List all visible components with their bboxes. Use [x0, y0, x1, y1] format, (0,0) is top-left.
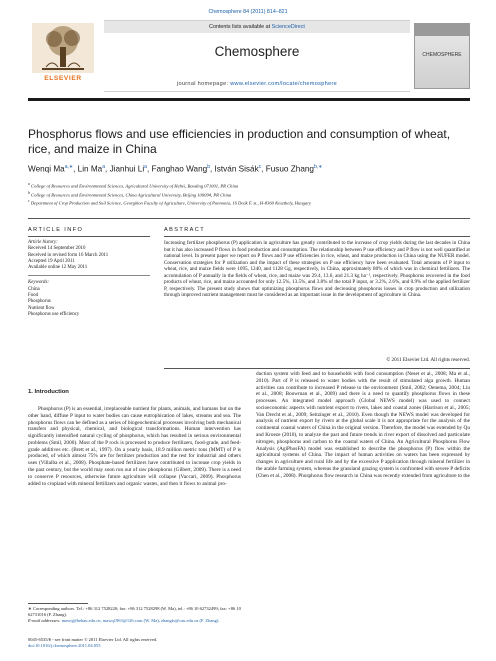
contents-prefix: Contents lists available at	[209, 24, 272, 30]
affiliation-mark: c	[28, 199, 30, 204]
divider-top	[28, 218, 470, 219]
issn-line: 0045-6535/$ - see front matter © 2011 Elsevier Ltd. All rights reserved.	[28, 637, 158, 642]
keyword-item: Nutrient flow	[28, 305, 55, 311]
keywords-list	[28, 287, 150, 318]
homepage-prefix: journal homepage:	[176, 81, 231, 87]
keywords-label: Keywords:	[28, 280, 50, 286]
keyword-item: Food	[28, 293, 39, 299]
keyword-item: Phosphorus use efficiency	[28, 311, 80, 317]
email-addresses[interactable]: mawq@hebau.edu.cn, mawq1963@126.com (W. Ma), zhangfs@cau.edu.cn (F. Zhang).	[61, 618, 220, 623]
author-affiliation-mark[interactable]: b,∗	[313, 164, 323, 170]
author-name: Wenqi Ma	[28, 164, 65, 174]
article-title: Phosphorus flows and use efficiencies in production and consumption of wheat, rice, and maize in China	[28, 127, 451, 156]
history-item: Received 14 September 2010	[28, 246, 86, 252]
affiliation-text: College of Resources and Environmental Sciences, China Agricultural University, Beijing 100094, PR China	[29, 192, 232, 198]
divider-abstract	[164, 236, 470, 237]
footnote-rule	[28, 603, 88, 604]
history-list	[28, 246, 150, 271]
body-right-column: duction system with feed and to households with food consumption (Neset et al., 2008; Ma et al., 2010). Part of P is released to water bodies with the result of stimulated alga growth. Human activities can contribute to increased P release to the environment (Smil, 2002; Oenema, 2004; Liu et al., 2008; Bouwman et al., 2009) and there is a need to quantify phosphorus flows in these processes. An integrated model approach (Global NEWS model) was used to connect socioeconomic aspects with nutrient export to rivers, lakes and coastal zones (Harrison et al., 2005; Van Drecht et al., 2009; Seitzinger et al., 2010). Even though the NEWS model was developed for analysis of nutrient export by rivers at the global scale it is not appropriate for the analysis of the continental coastal waters of China in the original version. Therefore, the model was extended by Qu and Kroeze (2010), to analyze the past and future trends in river export of dissolved and particulate nitrogen, phosphorus and carbon to the coastal waters of China. An Agricultural Phosphorus Flow Analysis (AgiPhosFA) model was established to describe the phosphorus (P) flow within the agricultural systems of China. The impact of human activities on waters has been expressed by changes in agriculture and rural life and by the excessive P application through mineral fertilizer in the arable farming system, whereas the grassland grazing system is confronted with severe P deficits (Chen et al., 2008). Phosphorus flow research in China was recently extended from agriculture to the	[256, 371, 470, 479]
author-affiliation-mark[interactable]: c	[258, 164, 262, 170]
author-affiliation-mark[interactable]: a,∗	[64, 164, 74, 170]
journal-homepage	[104, 81, 410, 87]
email-label: E-mail addresses:	[28, 618, 62, 623]
affiliation-item	[28, 198, 468, 207]
journal-cover-thumbnail	[414, 23, 470, 89]
contents-bar	[104, 21, 410, 33]
copyright-notice: © 2011 Elsevier Ltd. All rights reserved.	[386, 357, 470, 363]
journal-header-center	[104, 20, 410, 92]
front-matter-lines	[28, 637, 328, 649]
author-name: Fusuo Zhang	[265, 164, 314, 174]
author-affiliation-mark[interactable]: b	[207, 164, 210, 170]
header-rule	[28, 98, 470, 101]
publisher-name: ELSEVIER	[44, 75, 82, 82]
cover-strip	[415, 24, 469, 36]
cover-title: CHEMOSPHERE	[422, 52, 462, 58]
history-item: Accepted 19 April 2011	[28, 258, 75, 264]
divider-abstract-bottom	[164, 368, 470, 369]
author-name: Jianhui Li	[109, 164, 145, 174]
elsevier-tree-icon	[32, 23, 94, 73]
author-name: István Sisák	[214, 164, 259, 174]
affiliation-text: Department of Crop Production and Soil Science, Georgikon Faculty of Agriculture, University of Pannonia, 16 Deák F. st., H-8360 Keszthely, Hungary	[29, 200, 312, 206]
affiliation-mark: b	[28, 190, 30, 195]
section-heading-introduction: 1. Introduction	[28, 389, 69, 395]
keyword-item: China	[28, 286, 40, 292]
affiliation-mark: a	[28, 182, 30, 186]
journal-citation: Chemosphere 84 (2011) 814–821	[208, 9, 288, 15]
abstract-heading: ABSTRACT	[164, 227, 206, 233]
corresponding-text: ∗ Corresponding authors. Tel.: +86 312 7528220; fax: +86 312 7528298 (W. Ma), tel.: +86 10 62732499; fax: +86 10 62731016 (F. Zhang).	[28, 606, 241, 617]
affiliation-list	[28, 181, 468, 207]
journal-banner	[28, 20, 470, 92]
divider-info	[28, 236, 150, 237]
doi-link[interactable]: doi:10.1016/j.chemosphere.2011.04.055	[28, 643, 101, 648]
history-item: Received in revised form 16 March 2011	[28, 252, 109, 258]
author-name: Fanghao Wang	[151, 164, 208, 174]
keyword-item: Phosphorus	[28, 299, 51, 305]
email-line	[28, 618, 241, 624]
body-left-column: Phosphorus (P) is an essential, irreplaceable nutrient for plants, animals, and humans but on the other hand, diffuse P input to water bodies can cause eutrophication of lakes, streams and sea. The phosphorus flows can be defined as a series of biogeochemical processes involving both mechanical transfers and physical, chemical, and biological transformations. Human intervention has significantly intensified natural cycling of phosphorus, which has resulted in serious environmental problems (Smil, 2000). Most of the P rock is processed to produce fertilizers, food-grade, and feed-grade additives etc. (Brett et al., 1997). On a yearly basis, 18.9 million metric tons (MMT) of P is produced, of which almost 75% are for fertilizer production and the rest for industrial and others uses (Villalba et al., 2008). Phosphate-based fertilizers have contributed to increase crop yields in the past century, but the world may soon run out of raw phosphorus (Gilbert, 2009). There is a need to conserve P resources, otherwise future agriculture will collapse (Vaccari, 2009). Phosphorus added to cropland with mineral fertilizers and organic wastes, and then it flows to animal pro-	[28, 406, 241, 487]
sciencedirect-link[interactable]: ScienceDirect	[271, 24, 305, 30]
author-affiliation-mark[interactable]: a	[144, 164, 147, 170]
affiliation-text: College of Resources and Environmental Sciences, Agricultural University of Hebei, Baoding 071001, PR China	[29, 183, 239, 189]
homepage-link[interactable]: www.elsevier.com/locate/chemosphere	[230, 81, 338, 87]
abstract-text: Increasing fertilizer phosphorus (P) application in agriculture has greatly contributed to the increase of crop yields during the last decades in China but it has also increased P flows in food production and consumption. The relationship between P use efficiency and P flow is not well quantified at national level. In present paper we report on P flows and P use efficiencies in rice, wheat, and maize production in China using the NUFER model. Conservation strategies for P utilization and the impact of these strategies on P use efficiency have been evaluated. Total amounts of P input to wheat, rice, and maize fields were 1095, 1240, and 1128 Gg, respectively, in China, approximately 80% of which was in chemical fertilizers. The accumulation of P annually in the fields of wheat, rice, and maize was 29.4, 13.6, and 21.3 kg ha⁻¹, respectively. Phosphorus recovered in the food products of wheat, rice, and maize accounted for only 12.5%, 13.5%, and 3.8% of the total P input, or 3.2%, 2.6%, and 0.9% of the applied fertilizer P, respectively. The present study shows that optimizing phosphorus flows and decreasing phosphorus losses in crop production and utilization through improved nutrient management must be considered as an important issue in the development of agriculture in China.	[164, 240, 470, 299]
history-label: Article history:	[28, 240, 58, 245]
info-separator	[28, 275, 150, 276]
elsevier-logo	[28, 23, 98, 89]
author-list: Wenqi $Ma^{a,∗}$, Lin Ma$^a$, Jianhui Li$^a$, Fanghao Wang$^b$, István Sisák$^c$, Fusuo Zhang$^{b,∗}$	[28, 164, 323, 174]
author-name: Lin Ma	[77, 164, 103, 174]
affiliation-item	[28, 181, 468, 190]
journal-name: Chemosphere	[214, 44, 300, 59]
corresponding-author-footnote	[28, 606, 241, 624]
article-info	[28, 240, 150, 318]
history-item: Available online 12 May 2011	[28, 265, 88, 271]
affiliation-item	[28, 190, 468, 199]
article-info-heading: ARTICLE INFO	[28, 227, 84, 233]
author-affiliation-mark[interactable]: a	[102, 164, 105, 170]
